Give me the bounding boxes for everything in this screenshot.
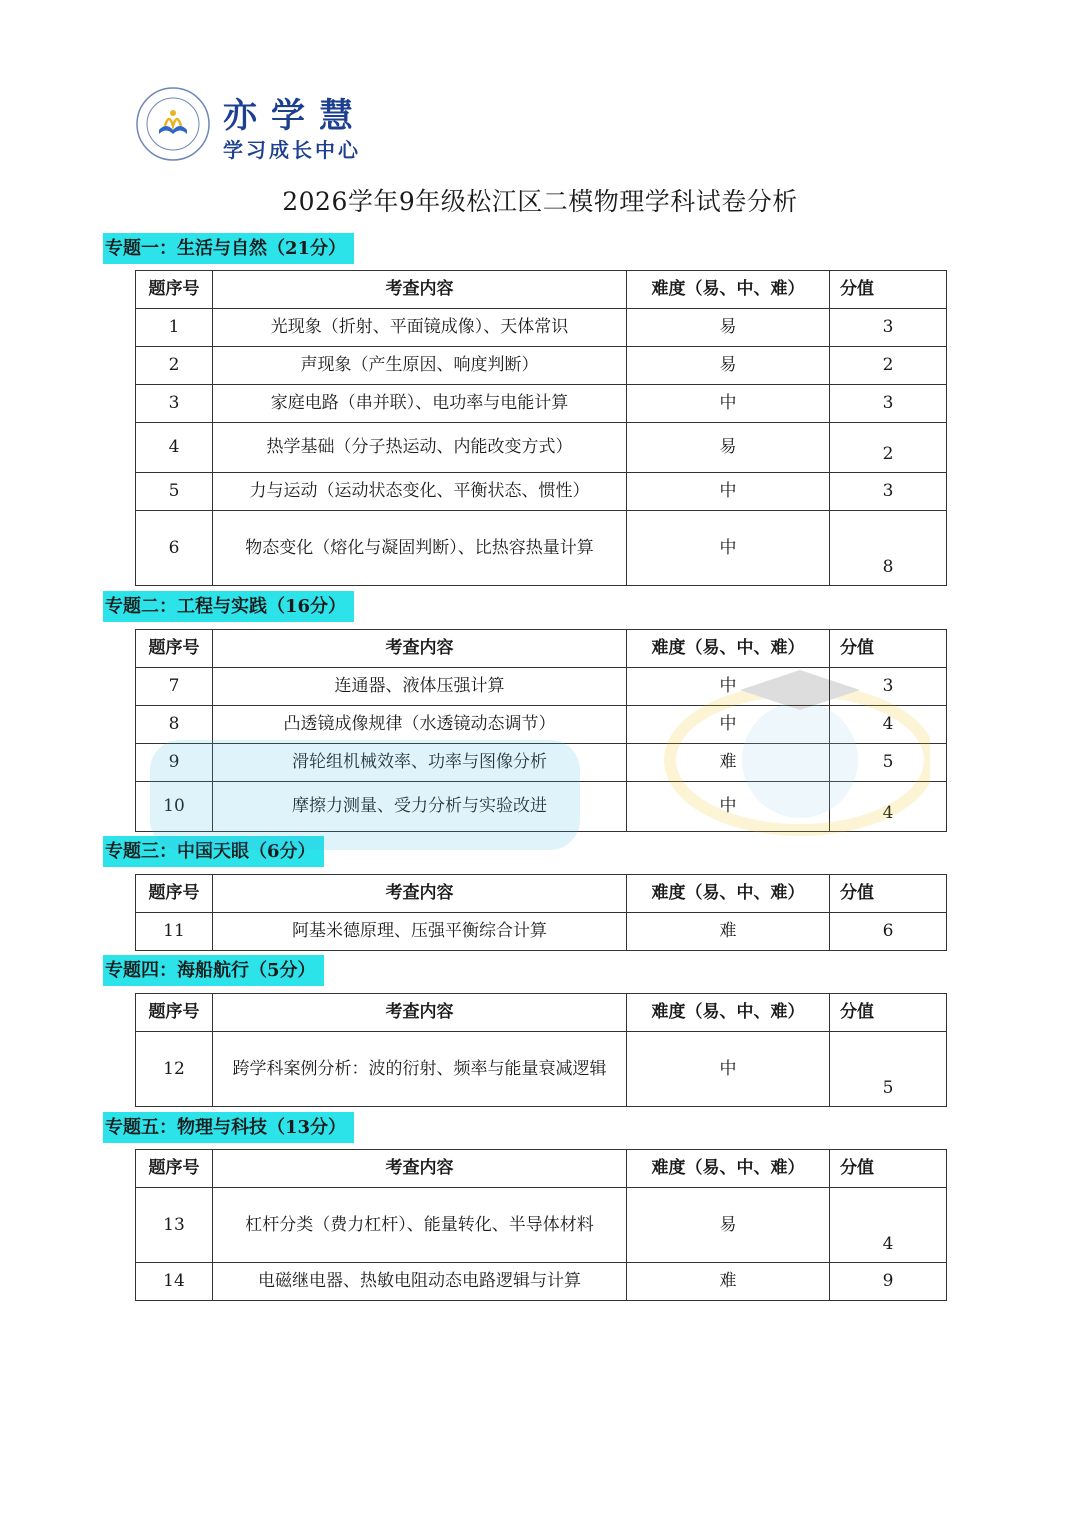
section-label-5: 专题五：物理与科技（13分） (103, 1112, 354, 1143)
row-content: 热学基础（分子热运动、内能改变方式） (213, 423, 627, 473)
row-score: 4 (830, 1188, 947, 1263)
section-label-1: 专题一：生活与自然（21分） (103, 233, 354, 264)
table-row (136, 1032, 947, 1107)
row-difficulty: 中 (627, 706, 830, 744)
row-no: 5 (136, 473, 213, 511)
row-score: 3 (830, 668, 947, 706)
brand-logo (135, 86, 395, 176)
header-no: 题序号 (136, 1150, 213, 1188)
row-difficulty: 中 (627, 473, 830, 511)
row-difficulty: 易 (627, 423, 830, 473)
row-difficulty: 难 (627, 1263, 830, 1301)
row-no: 6 (136, 511, 213, 586)
row-content: 杠杆分类（费力杠杆）、能量转化、半导体材料 (213, 1188, 627, 1263)
section-label-2: 专题二：工程与实践（16分） (103, 591, 354, 622)
row-difficulty: 中 (627, 511, 830, 586)
row-score: 2 (830, 423, 947, 473)
row-score: 5 (830, 1032, 947, 1107)
row-score: 4 (830, 782, 947, 832)
header-content: 考查内容 (213, 271, 627, 309)
row-no: 3 (136, 385, 213, 423)
table-row (136, 309, 947, 347)
row-no: 8 (136, 706, 213, 744)
header-no: 题序号 (136, 994, 213, 1032)
row-difficulty: 难 (627, 744, 830, 782)
table-header-row (136, 994, 947, 1032)
row-difficulty: 易 (627, 347, 830, 385)
header-content: 考查内容 (213, 630, 627, 668)
section-table-4 (135, 993, 947, 1107)
row-no: 2 (136, 347, 213, 385)
row-score: 5 (830, 744, 947, 782)
header-difficulty: 难度（易、中、难） (627, 994, 830, 1032)
row-content: 阿基米德原理、压强平衡综合计算 (213, 913, 627, 951)
header-no: 题序号 (136, 630, 213, 668)
header-content: 考查内容 (213, 994, 627, 1032)
row-difficulty: 易 (627, 309, 830, 347)
header-no: 题序号 (136, 875, 213, 913)
row-difficulty: 易 (627, 1188, 830, 1263)
row-score: 2 (830, 347, 947, 385)
brand-name: 亦学慧 (223, 96, 367, 136)
row-score: 3 (830, 309, 947, 347)
row-content: 物态变化（熔化与凝固判断）、比热容热量计算 (213, 511, 627, 586)
row-content: 力与运动（运动状态变化、平衡状态、惯性） (213, 473, 627, 511)
section-label-4: 专题四：海船航行（5分） (103, 955, 324, 986)
row-content: 光现象（折射、平面镜成像）、天体常识 (213, 309, 627, 347)
table-row (136, 706, 947, 744)
header-content: 考查内容 (213, 875, 627, 913)
row-no: 14 (136, 1263, 213, 1301)
row-content: 连通器、液体压强计算 (213, 668, 627, 706)
header-difficulty: 难度（易、中、难） (627, 875, 830, 913)
row-no: 4 (136, 423, 213, 473)
row-content: 凸透镜成像规律（水透镜动态调节） (213, 706, 627, 744)
row-score: 8 (830, 511, 947, 586)
row-difficulty: 中 (627, 385, 830, 423)
seal-icon (135, 86, 211, 162)
row-difficulty: 中 (627, 1032, 830, 1107)
page-title: 2026学年9年级松江区二模物理学科试卷分析 (282, 187, 798, 216)
table-row (136, 347, 947, 385)
table-header-row (136, 1150, 947, 1188)
header-difficulty: 难度（易、中、难） (627, 1150, 830, 1188)
row-content: 声现象（产生原因、响度判断） (213, 347, 627, 385)
header-score: 分值 (830, 875, 947, 913)
header-difficulty: 难度（易、中、难） (627, 271, 830, 309)
row-content: 跨学科案例分析：波的衍射、频率与能量衰减逻辑 (213, 1032, 627, 1107)
row-score: 3 (830, 385, 947, 423)
section-table-1 (135, 270, 947, 586)
row-difficulty: 中 (627, 782, 830, 832)
table-row (136, 423, 947, 473)
row-difficulty: 中 (627, 668, 830, 706)
table-row (136, 744, 947, 782)
table-header-row (136, 875, 947, 913)
table-header-row (136, 271, 947, 309)
row-no: 11 (136, 913, 213, 951)
row-content: 滑轮组机械效率、功率与图像分析 (213, 744, 627, 782)
row-no: 1 (136, 309, 213, 347)
header-score: 分值 (830, 994, 947, 1032)
row-no: 12 (136, 1032, 213, 1107)
header-score: 分值 (830, 271, 947, 309)
table-row (136, 913, 947, 951)
row-no: 10 (136, 782, 213, 832)
header-difficulty: 难度（易、中、难） (627, 630, 830, 668)
row-score: 4 (830, 706, 947, 744)
table-row (136, 668, 947, 706)
row-score: 9 (830, 1263, 947, 1301)
table-row (136, 1188, 947, 1263)
brand-subtitle: 学习成长中心 (223, 138, 361, 162)
row-score: 3 (830, 473, 947, 511)
table-row (136, 385, 947, 423)
table-row (136, 782, 947, 832)
table-row (136, 511, 947, 586)
row-content: 家庭电路（串并联）、电功率与电能计算 (213, 385, 627, 423)
section-table-2 (135, 629, 947, 832)
header-score: 分值 (830, 630, 947, 668)
row-no: 9 (136, 744, 213, 782)
section-table-5 (135, 1149, 947, 1301)
table-header-row (136, 630, 947, 668)
table-row (136, 1263, 947, 1301)
row-content: 电磁继电器、热敏电阻动态电路逻辑与计算 (213, 1263, 627, 1301)
header-no: 题序号 (136, 271, 213, 309)
row-no: 7 (136, 668, 213, 706)
header-score: 分值 (830, 1150, 947, 1188)
row-no: 13 (136, 1188, 213, 1263)
row-difficulty: 难 (627, 913, 830, 951)
table-row (136, 473, 947, 511)
row-content: 摩擦力测量、受力分析与实验改进 (213, 782, 627, 832)
header-content: 考查内容 (213, 1150, 627, 1188)
section-table-3 (135, 874, 947, 951)
row-score: 6 (830, 913, 947, 951)
section-label-3: 专题三：中国天眼（6分） (103, 836, 324, 867)
